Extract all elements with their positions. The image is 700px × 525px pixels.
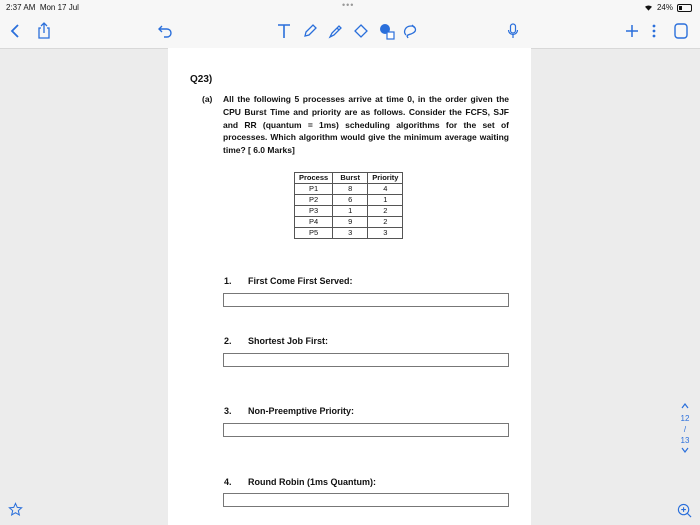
- process-table: [294, 172, 403, 239]
- question-text: All the following 5 processes arrive at time 0, in the order given the CPU Burst Time and priority are as follows. Consider the FCFS, SJF and RR (quantum = 1ms) scheduling algorithms for the set of processes. Which algorithm would give the minimum average waiting time? [ 6.0 Marks]: [223, 94, 509, 156]
- table-row: [295, 217, 403, 228]
- pen-icon[interactable]: [302, 22, 318, 40]
- battery-percent: 24%: [656, 3, 673, 12]
- table-cell: P5: [295, 228, 333, 239]
- table-cell: P1: [295, 184, 333, 195]
- status-time: 2:37 AM: [6, 3, 36, 12]
- table-cell: 3: [333, 228, 368, 239]
- item-label: Non-Preemptive Priority:: [248, 406, 355, 416]
- table-cell: P3: [295, 206, 333, 217]
- question-part: (a): [202, 94, 213, 104]
- toolbar: [0, 14, 700, 49]
- table-cell: P4: [295, 217, 333, 228]
- more-icon[interactable]: [652, 22, 656, 40]
- status-date: Mon 17 Jul: [39, 3, 79, 12]
- table-cell: 2: [368, 217, 403, 228]
- answer-box-sjf[interactable]: [223, 353, 509, 367]
- table-cell: P2: [295, 195, 333, 206]
- status-time-date: [6, 3, 79, 12]
- document-page[interactable]: [168, 48, 531, 525]
- item-number: 4.: [224, 477, 232, 487]
- table-cell: 4: [368, 184, 403, 195]
- status-right: [644, 3, 692, 12]
- table-cell: 1: [368, 195, 403, 206]
- shapes-icon[interactable]: [378, 22, 396, 40]
- item-label: Shortest Job First:: [248, 336, 329, 346]
- page-navigator: [676, 402, 694, 457]
- answer-box-fcfs[interactable]: [223, 293, 509, 307]
- battery-fill: [679, 6, 682, 10]
- share-icon[interactable]: [37, 22, 51, 40]
- item-number: 3.: [224, 406, 232, 416]
- text-tool-icon[interactable]: [277, 22, 291, 40]
- pages-icon[interactable]: [674, 22, 688, 40]
- question-number: Q23): [190, 74, 213, 85]
- table-header-row: [295, 173, 403, 184]
- item-number: 1.: [224, 276, 232, 286]
- lasso-icon[interactable]: [402, 22, 418, 40]
- table-cell: 9: [333, 217, 368, 228]
- zoom-in-icon[interactable]: [677, 503, 692, 523]
- answer-item-priority: [224, 406, 354, 416]
- add-icon[interactable]: [625, 22, 639, 40]
- undo-icon[interactable]: [157, 22, 173, 40]
- item-label: First Come First Served:: [248, 276, 353, 286]
- page-up-chevron-icon[interactable]: [676, 402, 694, 413]
- table-cell: 2: [368, 206, 403, 217]
- multitask-dots-icon[interactable]: •••: [342, 0, 355, 10]
- table-header: Process: [295, 173, 333, 184]
- table-cell: 1: [333, 206, 368, 217]
- wifi-icon: [644, 4, 653, 11]
- table-cell: 8: [333, 184, 368, 195]
- answer-box-rr[interactable]: [223, 493, 509, 507]
- current-page: 12: [680, 414, 690, 423]
- item-number: 2.: [224, 336, 232, 346]
- table-header: Burst: [333, 173, 368, 184]
- table-cell: 6: [333, 195, 368, 206]
- answer-item-rr: [224, 477, 376, 487]
- table-row: [295, 184, 403, 195]
- back-chevron-icon[interactable]: [10, 22, 20, 40]
- star-icon[interactable]: [8, 502, 23, 522]
- page-separator: /: [683, 425, 687, 434]
- answer-box-priority[interactable]: [223, 423, 509, 437]
- table-row: [295, 228, 403, 239]
- status-bar: [0, 0, 700, 14]
- table-cell: 3: [368, 228, 403, 239]
- answer-item-fcfs: [224, 276, 353, 286]
- total-pages: 13: [680, 436, 690, 445]
- page-down-chevron-icon[interactable]: [676, 446, 694, 457]
- answer-item-sjf: [224, 336, 328, 346]
- item-label: Round Robin (1ms Quantum):: [248, 477, 376, 487]
- table-row: [295, 195, 403, 206]
- highlighter-icon[interactable]: [328, 22, 344, 40]
- table-row: [295, 206, 403, 217]
- table-header: Priority: [368, 173, 403, 184]
- microphone-icon[interactable]: [507, 22, 519, 40]
- eraser-icon[interactable]: [353, 22, 369, 40]
- battery-icon: [677, 4, 692, 12]
